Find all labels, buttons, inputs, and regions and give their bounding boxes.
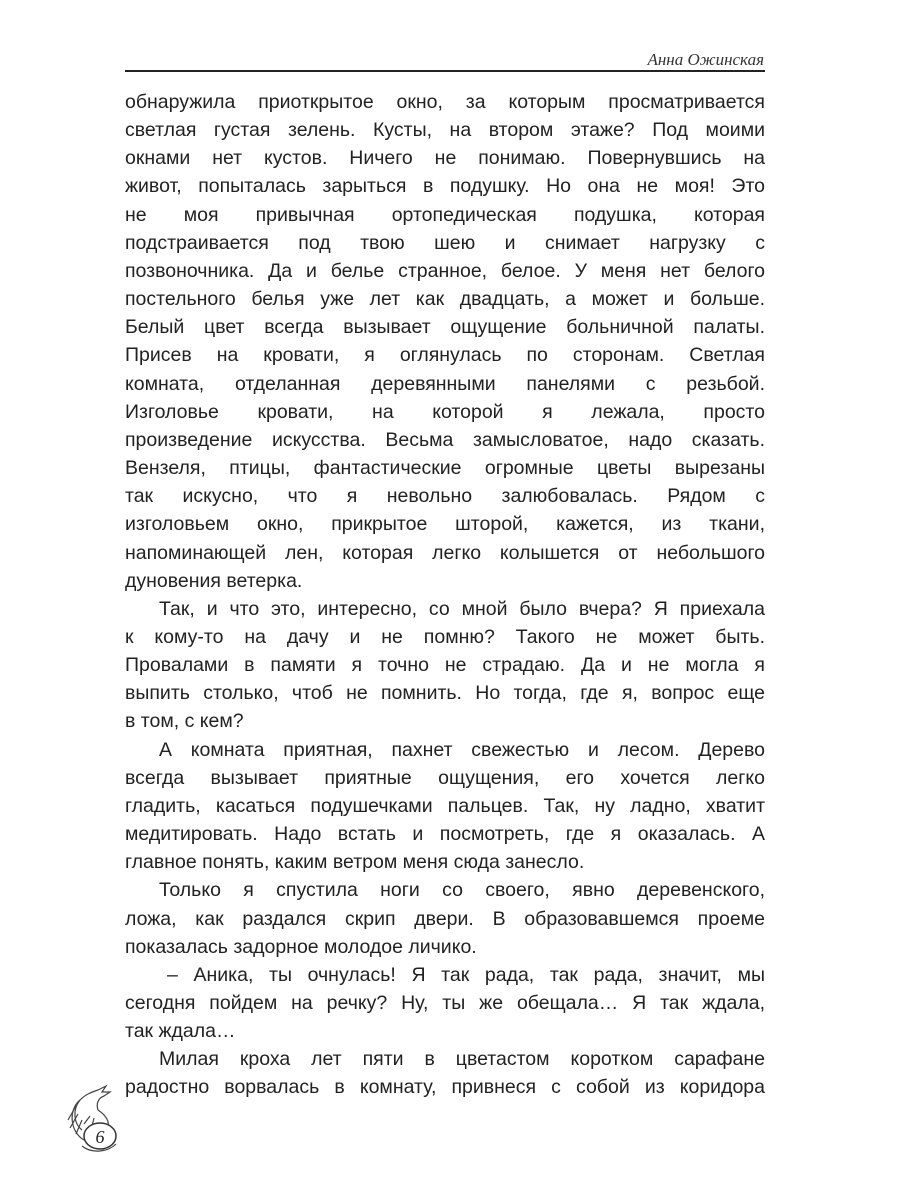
- text-line: так ждала…: [125, 1020, 236, 1043]
- page-number: 6: [95, 1127, 105, 1147]
- text-line: к кому-то на дачу и не помню? Такого не может быть.: [125, 625, 765, 648]
- text-line: Белый цвет всегда вызывает ощущение больничной палаты.: [125, 316, 765, 339]
- text-line: не моя привычная ортопедическая подушка, которая: [125, 203, 765, 226]
- text-line: Изголовье кровати, на которой я лежала, просто: [125, 400, 765, 423]
- text-line: показалась задорное молодое личико.: [125, 935, 477, 958]
- text-line: так искусно, что я невольно залюбовалась. Рядом с: [125, 485, 765, 508]
- text-line: напоминающей лен, которая легко колышется от небольшого: [125, 541, 765, 564]
- text-line: медитировать. Надо встать и посмотреть, где я оказалась. А: [125, 823, 765, 846]
- text-line: Так, и что это, интересно, со мной было вчера? Я приехала: [159, 597, 765, 620]
- text-line: дуновения ветерка.: [125, 569, 303, 592]
- body-text: [125, 88, 765, 1102]
- dragon-icon: [62, 1080, 132, 1160]
- text-line: радостно ворвалась в комнату, привнеся с собой из коридора: [125, 1076, 765, 1099]
- text-line: Только я спустила ноги со своего, явно деревенского,: [159, 879, 765, 902]
- text-line: изголовьем окно, прикрытое шторой, кажется, из ткани,: [125, 513, 765, 536]
- text-line: сегодня пойдем на речку? Ну, ты же обещала… Я так ждала,: [125, 992, 765, 1014]
- header-rule: [125, 70, 765, 72]
- text-line: выпить столько, чтоб не помнить. Но тогда, где я, вопрос еще: [125, 682, 765, 705]
- text-line: обнаружила приоткрытое окно, за которым просматривается: [125, 91, 765, 113]
- text-line: позвоночника. Да и белье странное, белое. У меня нет белого: [125, 259, 765, 282]
- text-line: – Аника, ты очнулась! Я так рада, так рада, значит, мы: [167, 963, 765, 986]
- running-header-author: Анна Ожинская: [647, 50, 764, 69]
- text-line: всегда вызывает приятные ощущения, его хочется легко: [125, 766, 765, 789]
- text-line: Милая кроха лет пяти в цветастом коротком сарафане: [159, 1048, 765, 1071]
- text-line: комната, отделанная деревянными панелями с резьбой.: [125, 372, 765, 395]
- text-line: главное понять, каким ветром меня сюда занесло.: [125, 851, 585, 874]
- text-line: Присев на кровати, я оглянулась по сторонам. Светлая: [125, 344, 765, 367]
- text-line: произведение искусства. Весьма замысловатое, надо сказать.: [125, 428, 765, 451]
- text-line: Провалами в памяти я точно не страдаю. Да и не могла я: [125, 654, 765, 677]
- text-line: подстраивается под твою шею и снимает нагрузку с: [125, 231, 765, 254]
- text-line: постельного белья уже лет как двадцать, а может и больше.: [125, 288, 765, 311]
- text-line: Вензеля, птицы, фантастические огромные цветы вырезаны: [125, 457, 765, 480]
- text-line: живот, попыталась зарыться в подушку. Но она не моя! Это: [125, 175, 765, 198]
- text-line: ложа, как раздался скрип двери. В образовавшемся проеме: [125, 907, 765, 930]
- text-line: светлая густая зелень. Кусты, на втором этаже? Под моими: [125, 119, 765, 142]
- text-line: окнами нет кустов. Ничего не понимаю. Повернувшись на: [125, 147, 765, 170]
- page-number-ornament: [62, 1080, 132, 1160]
- text-line: гладить, касаться подушечками пальцев. Так, ну ладно, хватит: [125, 794, 765, 817]
- text-line: А комната приятная, пахнет свежестью и лесом. Дерево: [159, 738, 765, 761]
- text-line: в том, с кем?: [125, 710, 244, 733]
